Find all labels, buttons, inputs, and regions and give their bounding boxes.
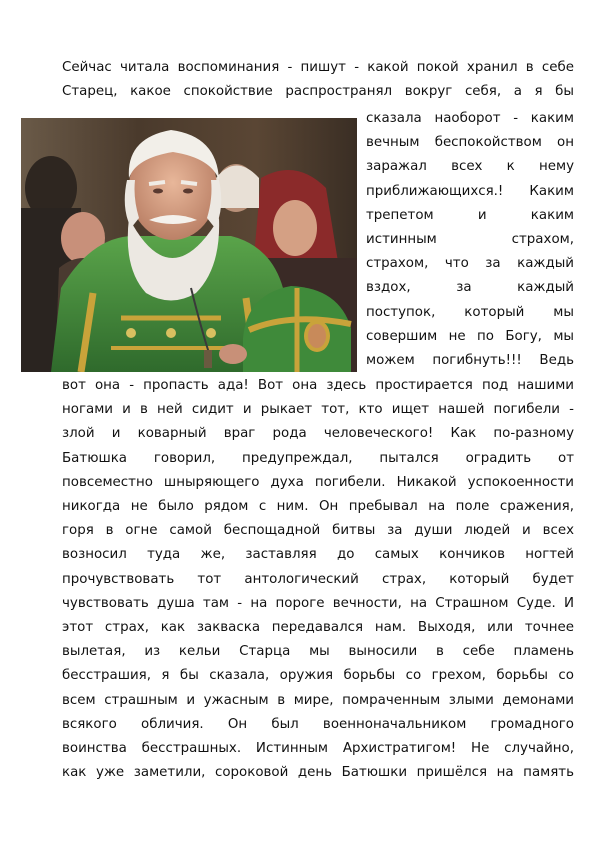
text-line: воинства бесстрашных. Истинным Архистратигом! Не случайно,: [62, 741, 574, 757]
text-line: злой и коварный враг рода человеческого! Как по-разному: [62, 426, 574, 442]
text-line: ногами и в ней сидит и рыкает тот, кто ищет нашей погибели -: [62, 402, 574, 418]
text-line: вылетая, из кельи Старца мы выносили в себе пламень: [62, 644, 574, 660]
text-line: этот страх, как закваска передавался нам. Выходя, или точнее: [62, 620, 574, 636]
text-line: прочувствовать тот антологический страх, который будет: [62, 571, 574, 587]
text-line: трепетом и каким: [366, 207, 574, 223]
wrapped-text-beside-photo: [366, 107, 574, 373]
text-line: горя в огне самой беспощадной битвы за души людей и всех: [62, 523, 574, 539]
text-line: Сейчас читала воспоминания - пишут - какой покой хранил в себе: [62, 60, 574, 75]
text-line: страхом, что за каждый: [366, 256, 574, 272]
text-line: всякого обличия. Он был военноначальником громадного: [62, 716, 574, 732]
text-line: бесстрашия, я бы сказала, оружия борьбы со грехом, борьбы со: [62, 668, 574, 684]
text-line: можем погибнуть!!! Ведь: [366, 353, 574, 369]
text-line: заражал всех к нему: [366, 159, 574, 175]
photo-illustration: [21, 118, 357, 372]
text-line: Батюшка говорил, предупреждал, пытался оградить от: [62, 450, 574, 466]
main-body-text: [62, 374, 574, 785]
text-line: истинным страхом,: [366, 232, 574, 248]
text-line: возносил туда же, заставляя до самых кончиков ногтей: [62, 547, 574, 563]
opening-paragraph: [62, 56, 574, 104]
text-line: чувствовать душа там - на пороге вечности, на Страшном Суде. И: [62, 595, 574, 611]
text-line: совершим не по Богу, мы: [366, 328, 574, 344]
text-line: Старец, какое спокойствие распространял вокруг себя, а я бы: [62, 84, 574, 100]
text-line: поступок, который мы: [366, 304, 574, 320]
text-line: никогда не было рядом с ним. Он пребывал на поле сражения,: [62, 499, 574, 515]
text-line: вот она - пропасть ада! Вот она здесь простирается под нашими: [62, 378, 574, 393]
text-line: всем страшным и ужасным в мире, помраченным злыми демонами: [62, 692, 574, 708]
text-line: вздох, за каждый: [366, 280, 574, 296]
text-line: вечным беспокойством он: [366, 135, 574, 151]
elder-priest-photo: [21, 118, 357, 372]
text-line: повсеместно шныряющего духа погибели. Никакой успокоенности: [62, 474, 574, 490]
text-line: как уже заметили, сороковой день Батюшки пришёлся на память: [62, 765, 574, 781]
text-line: сказала наоборот - каким: [366, 111, 574, 126]
text-line: приближающихся.! Каким: [366, 183, 574, 199]
